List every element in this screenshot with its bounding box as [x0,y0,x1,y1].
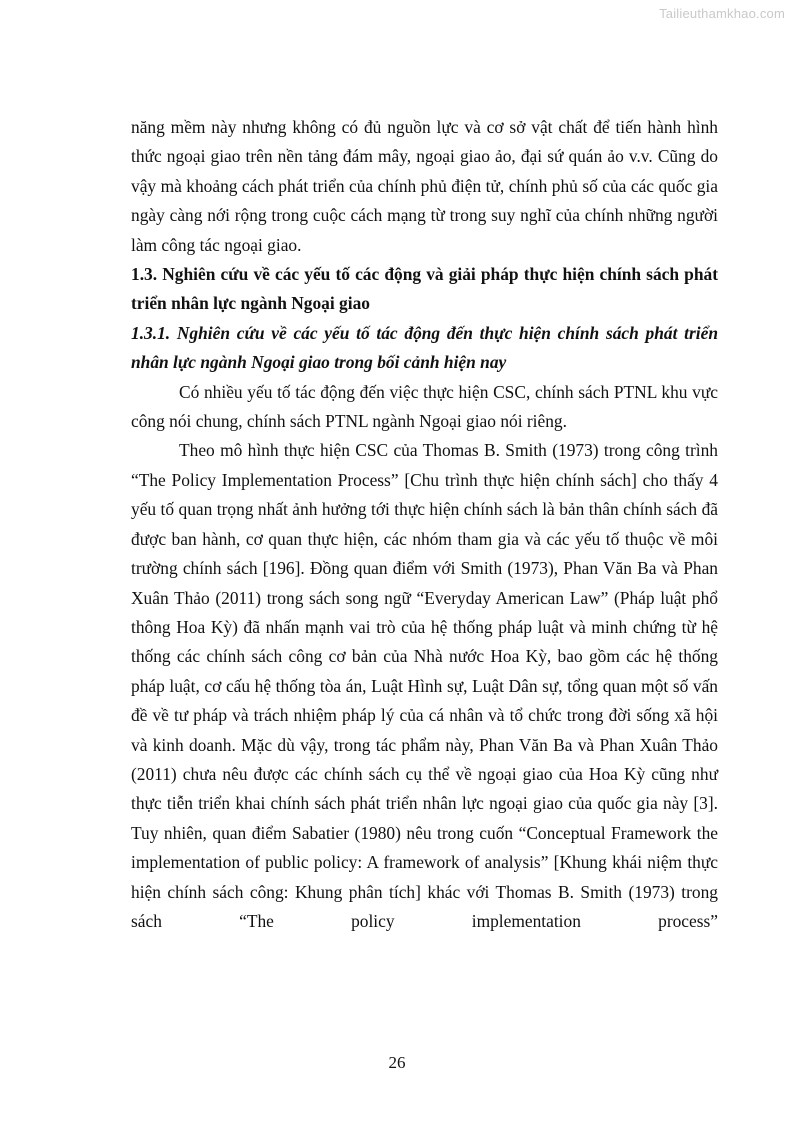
paragraph-continuation: năng mềm này nhưng không có đủ nguồn lực và cơ sở vật chất để tiến hành hình thức ngoại giao trên nền tảng đám mây, ngoại giao ảo, đại sứ quán ảo v.v. Cũng do vậy mà khoảng cách phát triển của chính phủ điện tử, chính phủ số của các quốc gia ngày càng nới rộng trong cuộc cách mạng từ trong suy nghĩ của chính những người làm công tác ngoại giao. [131,117,718,255]
page-body [131,113,718,936]
page-number: 26 [388,1053,406,1072]
subsection-heading: 1.3.1. Nghiên cứu về các yếu tố tác động đến thực hiện chính sách phát triển nhân lực ngành Ngoại giao trong bối cảnh hiện nay [131,322,718,373]
paragraph-factors: Có nhiều yếu tố tác động đến việc thực hiện CSC, chính sách PTNL khu vực công nói chung, chính sách PTNL ngành Ngoại giao nói riêng. [131,381,718,432]
paragraph-smith-model: Theo mô hình thực hiện CSC của Thomas B. Smith (1973) trong công trình “The Policy Implementation Process” [Chu trình thực hiện chính sách] cho thấy 4 yếu tố quan trọng nhất ảnh hưởng tới thực hiện chính sách là bản thân chính sách đã được ban hành, cơ quan thực hiện, các nhóm tham gia và các yếu tố thuộc về môi trường chính sách [196]. Đồng quan điểm với Smith (1973), Phan Văn Ba và Phan Xuân Thảo (2011) trong sách song ngữ “Everyday American Law” (Pháp luật phổ thông Hoa Kỳ) đã nhấn mạnh vai trò của hệ thống pháp luật và minh chứng từ hệ thống các chính sách công cơ bản của Nhà nước Hoa Kỳ, bao gồm các hệ thống pháp luật, cơ cấu hệ thống tòa án, Luật Hình sự, Luật Dân sự, tổng quan một số vấn đề về tư pháp và trách nhiệm pháp lý của cá nhân và tổ chức trong đời sống xã hội và kinh doanh. Mặc dù vậy, trong tác phẩm này, Phan Văn Ba và Phan Xuân Thảo (2011) chưa nêu được các chính sách cụ thể về ngoại giao của Hoa Kỳ cũng như thực tiễn triển khai chính sách phát triển nhân lực ngoại giao của quốc gia này [3]. Tuy nhiên, quan điểm Sabatier (1980) nêu trong cuốn “Conceptual Framework the implementation of public policy: A framework of analysis” [Khung khái niệm thực hiện chính sách công: Khung phân tích] khác với Thomas B. Smith (1973) trong sách “The policy implementation process” [131,440,718,931]
watermark: Tailieuthamkhao.com [659,6,785,21]
section-heading: 1.3. Nghiên cứu về các yếu tố các động và giải pháp thực hiện chính sách phát triển nhân lực ngành Ngoại giao [131,264,718,314]
